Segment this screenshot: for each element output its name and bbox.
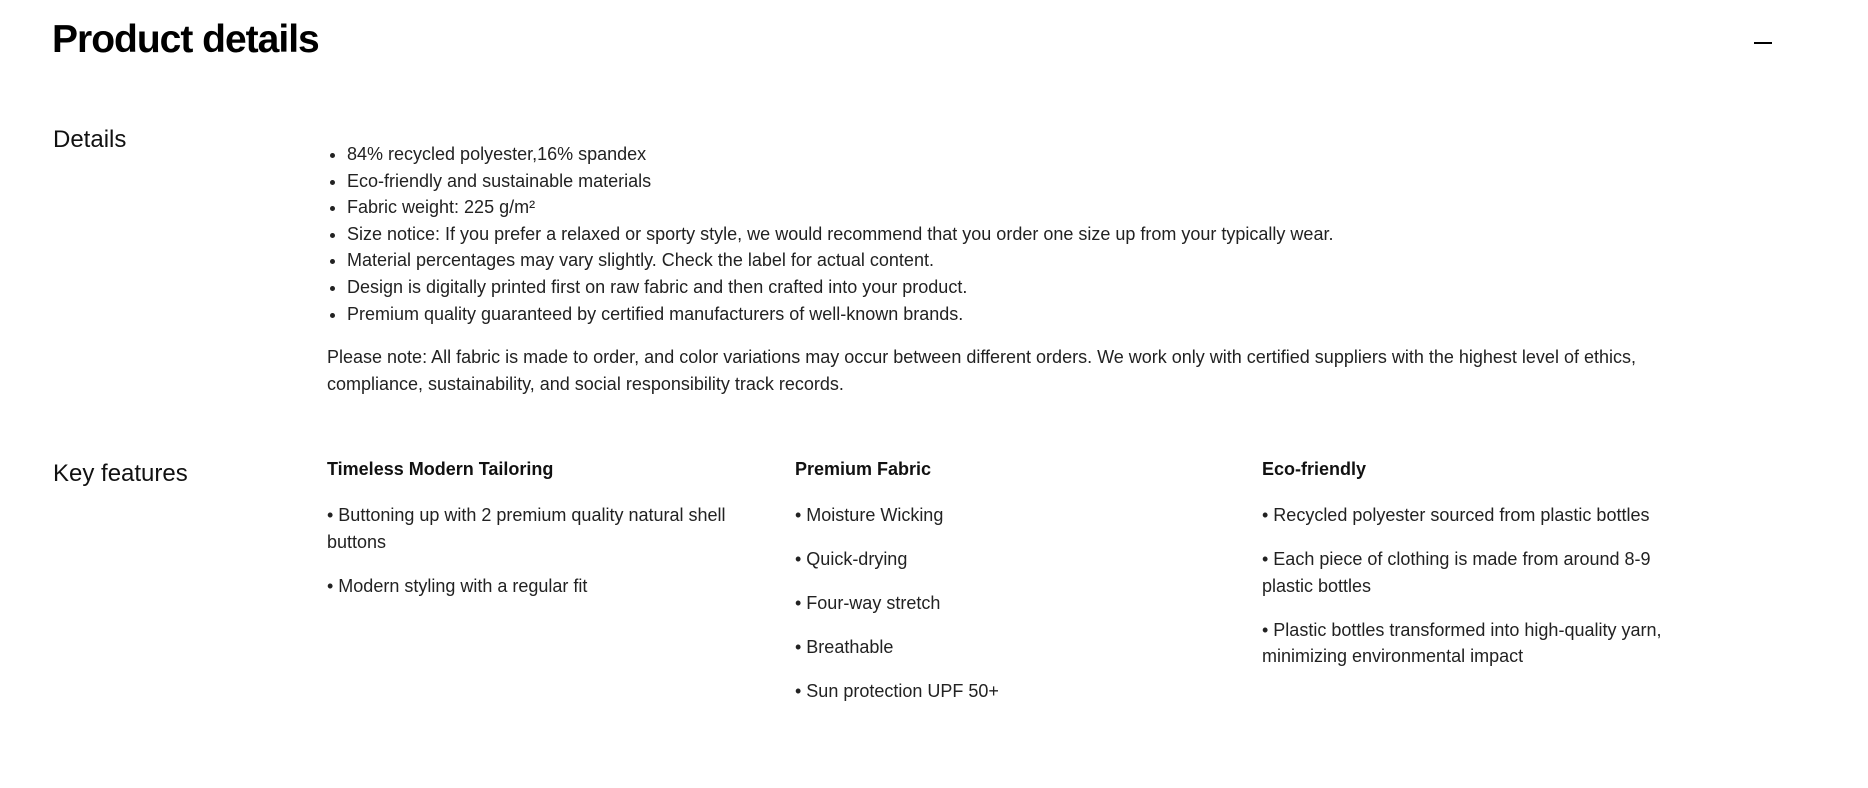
details-note: Please note: All fabric is made to order, and color variations may occur between different orders. We work only with certified suppliers with the highest level of ethics, compliance, sustainability, and social responsibility track records.	[327, 347, 1636, 394]
details-item: • Premium quality guaranteed by certified manufacturers of well-known brands.	[347, 301, 1747, 328]
feature-heading: Premium Fabric	[795, 459, 932, 479]
details-item: • Size notice: If you prefer a relaxed or sporty style, we would recommend that you order one size up from your typically wear.	[347, 221, 1747, 248]
feature-item: • Each piece of clothing is made from around 8-9 plastic bottles	[1262, 549, 1651, 596]
feature-item: • Breathable	[795, 637, 894, 658]
details-item: • Design is digitally printed first on raw fabric and then crafted into your product.	[347, 274, 1747, 301]
feature-heading: Eco-friendly	[1262, 459, 1367, 479]
feature-item: • Sun protection UPF 50+	[795, 681, 999, 702]
feature-column-eco	[1262, 456, 1682, 687]
details-item: • 84% recycled polyester,16% spandex	[347, 141, 1747, 168]
feature-heading: Timeless Modern Tailoring	[327, 459, 554, 479]
feature-item: • Moisture Wicking	[795, 505, 944, 525]
details-list	[327, 141, 1747, 327]
feature-column-tailoring	[327, 456, 747, 617]
feature-item: • Plastic bottles transformed into high-quality yarn, minimizing environmental impact	[1262, 619, 1662, 667]
feature-item: • Quick-drying	[795, 549, 908, 570]
details-item: • Material percentages may vary slightly. Check the label for actual content.	[347, 247, 1747, 274]
feature-item: • Four-way stretch	[795, 593, 941, 614]
feature-item: • Recycled polyester sourced from plastic bottles	[1262, 505, 1650, 525]
feature-item: • Modern styling with a regular fit	[327, 575, 588, 596]
details-label: Details	[53, 126, 127, 153]
details-item: • Fabric weight: 225 g/m²	[347, 194, 1747, 221]
feature-column-fabric	[795, 456, 1215, 722]
key-features-label: Key features	[53, 460, 188, 487]
collapse-button[interactable]	[1750, 30, 1776, 56]
details-item: • Eco-friendly and sustainable materials	[347, 168, 1747, 195]
page-title: Product details	[52, 18, 319, 61]
feature-item: • Buttoning up with 2 premium quality natural shell buttons	[327, 505, 726, 552]
minus-icon	[1754, 42, 1772, 44]
